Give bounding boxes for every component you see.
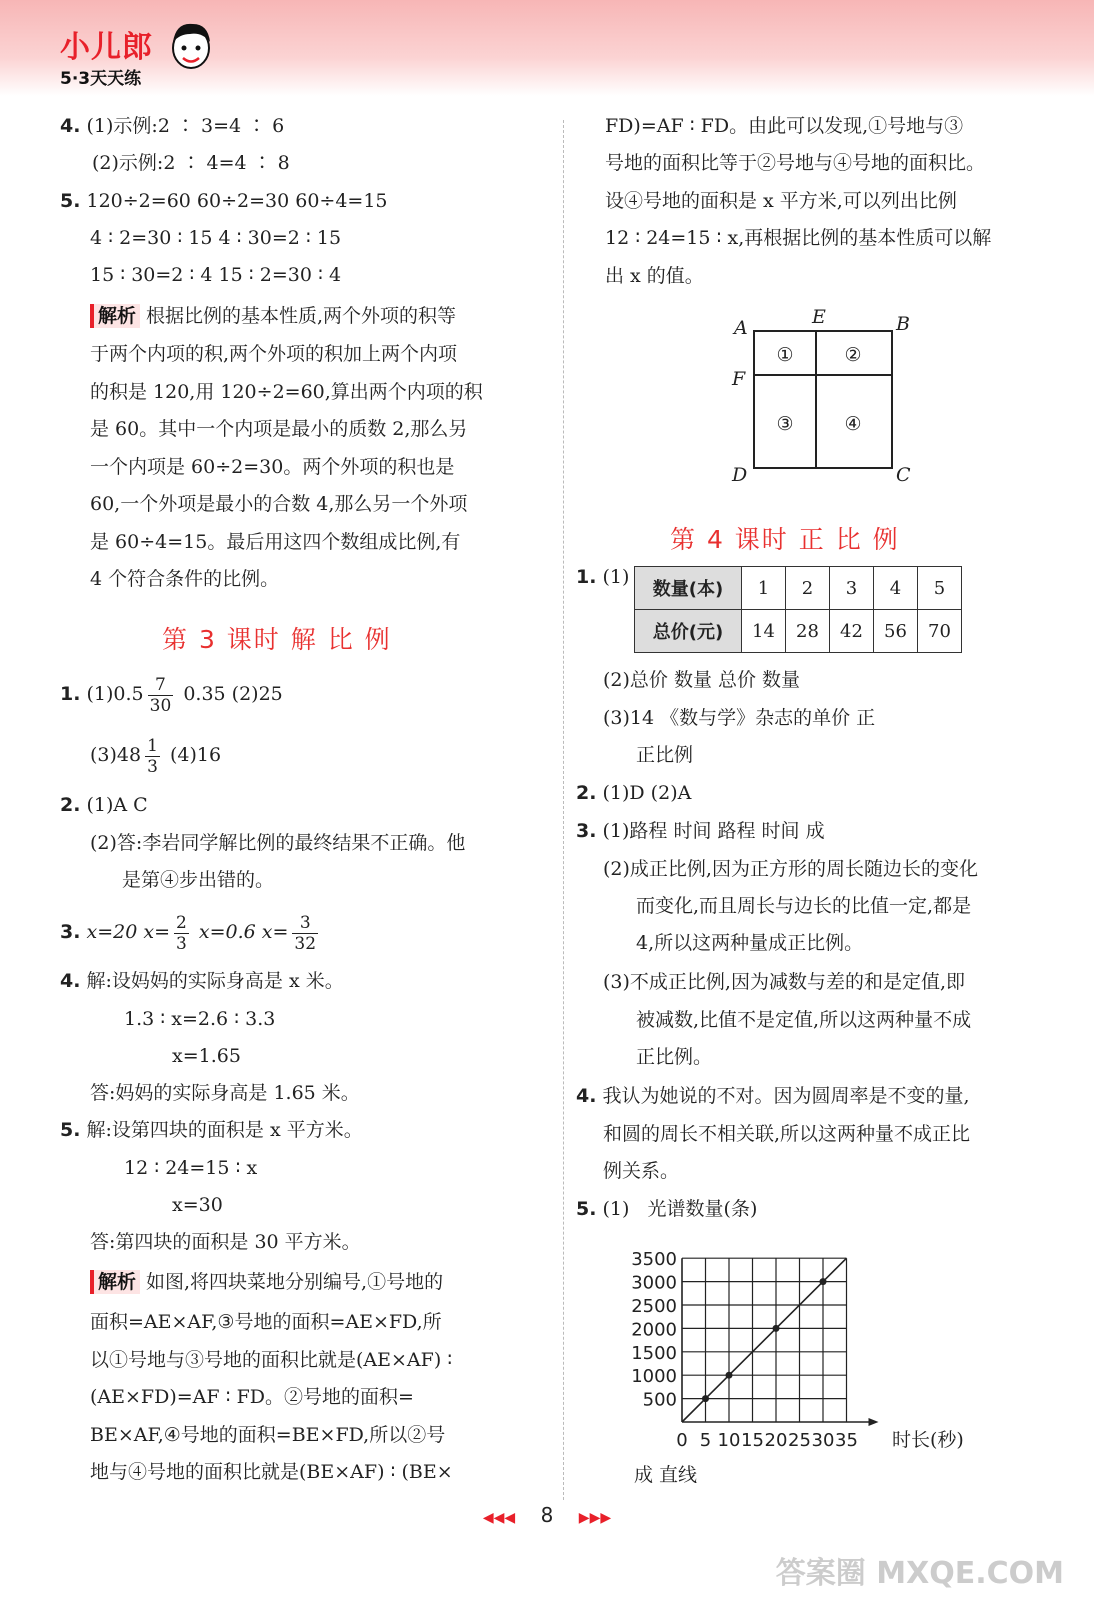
- s3q1-line1: [60, 672, 283, 716]
- diagram-outer: [754, 331, 892, 468]
- s3q1-c: (3)48: [90, 744, 142, 766]
- s3q2-line1: [60, 793, 148, 817]
- data-point: [702, 1395, 709, 1402]
- s4q5-answer: 成 直线: [634, 1464, 698, 1486]
- q5-line2: 4 ∶ 2=30 ∶ 15 4 ∶ 30=2 ∶ 15: [90, 227, 342, 249]
- q4-line2: (2)示例:2 ∶ 4=4 ∶ 8: [92, 152, 290, 174]
- analysis1-line6: 是 60÷4=15。最后用这四个数组成比例,有: [90, 531, 461, 553]
- chart-y-title: 光谱数量(条): [647, 1198, 758, 1220]
- analysis-tag: 解析: [90, 1270, 140, 1294]
- s3q3-line: [60, 910, 322, 954]
- data-point: [726, 1372, 733, 1379]
- s4q1-sub: (1): [602, 566, 630, 588]
- y-tick-label: 3500: [631, 1249, 677, 1271]
- data-point: [820, 1278, 827, 1285]
- price-table: [634, 566, 962, 653]
- table-cell: 4: [874, 567, 918, 610]
- label-D: D: [732, 464, 748, 486]
- section3-title: 第 3 课时 解 比 例: [162, 625, 392, 654]
- s3q1-b: 0.35 (2)25: [183, 683, 283, 705]
- s4q3-line1: [576, 819, 825, 843]
- s4q1-label: [576, 565, 629, 589]
- s3q2-text1: (1)A C: [86, 794, 148, 816]
- table-cell: 70: [918, 610, 962, 653]
- left-arrows-icon: ◀◀◀: [482, 1510, 516, 1526]
- s3q5-line3: x=30: [172, 1194, 223, 1216]
- table-cell: 56: [874, 610, 918, 653]
- chart-yticks: [631, 1249, 677, 1410]
- analysis2-line5: 地与④号地的面积比就是(BE×AF) ∶ (BE×: [90, 1461, 453, 1483]
- s3q1-number: 1.: [60, 683, 81, 705]
- x-axis-arrow-icon: [869, 1418, 879, 1426]
- x-tick-label: 25: [788, 1430, 811, 1451]
- cell-2: ②: [844, 344, 862, 366]
- frac-den: 32: [294, 933, 317, 954]
- fraction: [174, 913, 189, 954]
- x-tick-label: 20: [764, 1430, 788, 1451]
- s4q1-number: 1.: [576, 566, 597, 588]
- table-cell: 28: [786, 610, 830, 653]
- fraction: [148, 675, 174, 716]
- s3q4-line4: 答:妈妈的实际身高是 1.65 米。: [90, 1082, 360, 1104]
- frac-num: 1: [147, 735, 158, 756]
- analysis1-line7: 4 个符合条件的比例。: [90, 568, 280, 590]
- cell-3: ③: [776, 413, 794, 435]
- chart-xticks: [676, 1430, 858, 1451]
- table-cell: 42: [830, 610, 874, 653]
- s4q5-number: 5.: [576, 1198, 597, 1220]
- s3q3-number: 3.: [60, 921, 81, 943]
- q4-number: 4.: [60, 115, 81, 137]
- s3q2-number: 2.: [60, 794, 81, 816]
- s4q4-line3: 例关系。: [603, 1160, 680, 1182]
- s3q1-d: (4)16: [169, 744, 222, 766]
- s4q3-line4: 4,所以这两种量成正比例。: [636, 932, 864, 954]
- table-cell: 1: [742, 567, 786, 610]
- frac-den: 30: [149, 695, 172, 716]
- cont-line0: FD)=AF ∶ FD。由此可以发现,①号地与③: [605, 115, 964, 137]
- s3q5-number: 5.: [60, 1119, 81, 1141]
- page-number: 8: [540, 1503, 554, 1527]
- analysis2-line0: [90, 1270, 443, 1294]
- table-cell: 3: [830, 567, 874, 610]
- table-cell: 5: [918, 567, 962, 610]
- s3q3-a: x=20 x=: [86, 921, 170, 943]
- s3q1-line2: [90, 733, 221, 777]
- s3q4-line3: x=1.65: [172, 1045, 241, 1067]
- q5-number: 5.: [60, 190, 81, 212]
- s3q3-b: x=0.6 x=: [198, 921, 289, 943]
- x-tick-label: 10: [717, 1430, 741, 1451]
- analysis1-line3: 是 60。其中一个内项是最小的质数 2,那么另: [90, 418, 468, 440]
- s4q2-number: 2.: [576, 782, 597, 804]
- s4q5-line1: [576, 1197, 757, 1221]
- y-tick-label: 1000: [631, 1366, 677, 1388]
- q5-text1: 120÷2=60 60÷2=30 60÷4=15: [86, 190, 388, 212]
- s3q4-line2: 1.3 ∶ x=2.6 ∶ 3.3: [124, 1008, 276, 1030]
- chart-x-title: 时长(秒): [892, 1429, 964, 1451]
- analysis2-text0: 如图,将四块菜地分别编号,①号地的: [146, 1271, 444, 1293]
- s4q3-line5: (3)不成正比例,因为减数与差的和是定值,即: [603, 971, 965, 993]
- analysis1-line2: 的积是 120,用 120÷2=60,算出两个内项的积: [90, 381, 483, 403]
- page-header: [0, 0, 1094, 96]
- table-cell: 2: [786, 567, 830, 610]
- y-tick-label: 2000: [631, 1319, 677, 1341]
- analysis2-line3: (AE×FD)=AF ∶ FD。②号地的面积=: [90, 1386, 414, 1408]
- analysis1-line5: 60,一个外项是最小的合数 4,那么另一个外项: [90, 493, 468, 515]
- footer: [0, 1503, 1094, 1527]
- s4q3-text1: (1)路程 时间 路程 时间 成: [602, 820, 825, 842]
- s3q5-line4: 答:第四块的面积是 30 平方米。: [90, 1231, 361, 1253]
- brand-name: 小儿郎: [60, 30, 153, 65]
- table-row: [635, 610, 962, 653]
- s4q3-line6: 被减数,比值不是定值,所以这两种量不成: [636, 1009, 972, 1031]
- s4q4-text1: 我认为她说的不对。因为圆周率是不变的量,: [602, 1085, 970, 1107]
- s3q2-line2: (2)答:李岩同学解比例的最终结果不正确。他: [90, 832, 466, 854]
- y-tick-label: 1500: [631, 1342, 677, 1364]
- s3q4-number: 4.: [60, 970, 81, 992]
- s4q2-line: [576, 781, 691, 805]
- right-arrows-icon: ▶▶▶: [578, 1510, 612, 1526]
- analysis2-line1: 面积=AE×AF,③号地的面积=AE×FD,所: [90, 1311, 442, 1333]
- frac-den: 3: [176, 933, 187, 954]
- s3q2-line3: 是第④步出错的。: [122, 869, 275, 891]
- x-tick-label: 35: [835, 1430, 858, 1451]
- x-tick-label: 30: [811, 1430, 835, 1451]
- s3q5-line2: 12 ∶ 24=15 ∶ x: [124, 1157, 258, 1179]
- chart-axes: [682, 1258, 879, 1426]
- s3q4-line1: [60, 969, 344, 993]
- column-divider: [563, 120, 564, 1500]
- cont-line4: 出 x 的值。: [605, 265, 704, 287]
- watermark: 答案圈 MXQE.COM: [775, 1556, 1064, 1591]
- analysis1-line1: 于两个内项的积,两个外项的积加上两个内项: [90, 343, 458, 365]
- mascot-icon: [168, 18, 214, 76]
- q4-line1: [60, 114, 284, 138]
- frac-den: 3: [147, 756, 158, 777]
- data-point: [773, 1325, 780, 1332]
- cont-line3: 12 ∶ 24=15 ∶ x,再根据比例的基本性质可以解: [605, 227, 992, 249]
- analysis1-line0: [90, 304, 456, 328]
- label-C: C: [896, 464, 911, 486]
- analysis2-line2: 以①号地与③号地的面积比就是(AE×AF) ∶: [90, 1349, 453, 1371]
- s4q2-text1: (1)D (2)A: [602, 782, 692, 804]
- s3q1-a: (1)0.5: [86, 683, 144, 705]
- s3q5-line1: [60, 1118, 363, 1142]
- analysis2-line4: BE×AF,④号地的面积=BE×FD,所以②号: [90, 1424, 446, 1446]
- s4q3-line3: 而变化,而且周长与边长的比值一定,都是: [636, 895, 972, 917]
- table-header: 数量(本): [635, 567, 742, 610]
- s3q5-text1: 解:设第四块的面积是 x 平方米。: [86, 1119, 363, 1141]
- frac-num: 3: [292, 913, 318, 934]
- fraction: [145, 736, 160, 777]
- s4q1-line2: (2)总价 数量 总价 数量: [603, 669, 801, 691]
- analysis1-text0: 根据比例的基本性质,两个外项的积等: [146, 305, 457, 327]
- q5-line3: 15 ∶ 30=2 ∶ 4 15 ∶ 2=30 ∶ 4: [90, 264, 342, 286]
- y-tick-label: 3000: [631, 1272, 677, 1294]
- cont-line2: 设④号地的面积是 x 平方米,可以列出比例: [605, 190, 957, 212]
- cell-1: ①: [776, 344, 794, 366]
- fraction: [292, 913, 318, 954]
- section4-title: 第 4 课时 正 比 例: [670, 525, 900, 554]
- x-tick-label: 0: [676, 1430, 688, 1451]
- label-B: B: [896, 313, 910, 335]
- s4q1-line4: 正比例: [636, 744, 694, 766]
- label-F: F: [732, 368, 746, 390]
- s4q5-sub: (1): [602, 1198, 630, 1220]
- s3q4-text1: 解:设妈妈的实际身高是 x 米。: [86, 970, 344, 992]
- s4q3-number: 3.: [576, 820, 597, 842]
- s4q3-line2: (2)成正比例,因为正方形的周长随边长的变化: [603, 858, 978, 880]
- logo: [60, 22, 153, 89]
- table-header: 总价(元): [635, 610, 742, 653]
- cell-4: ④: [844, 413, 862, 435]
- chart-series: [682, 1258, 847, 1422]
- x-tick-label: 15: [741, 1430, 764, 1451]
- series-name: 5·3天天练: [60, 69, 142, 89]
- analysis1-line4: 一个内项是 60÷2=30。两个外项的积也是: [90, 456, 455, 478]
- s4q4-line2: 和圆的周长不相关联,所以这两种量不成正比: [603, 1123, 971, 1145]
- s4q3-line7: 正比例。: [636, 1046, 713, 1068]
- label-A: A: [734, 317, 748, 339]
- frac-num: 2: [176, 912, 187, 933]
- line-chart: [620, 1240, 1000, 1465]
- x-tick-label: 5: [699, 1430, 712, 1451]
- q5-line1: [60, 189, 388, 213]
- label-E: E: [812, 306, 826, 328]
- table-cell: 14: [742, 610, 786, 653]
- plot-diagram: [720, 305, 920, 490]
- s4q1-line3: (3)14 《数与学》杂志的单价 正: [603, 707, 876, 729]
- s4q4-line1: [576, 1084, 970, 1108]
- y-tick-label: 500: [642, 1389, 677, 1411]
- table-row: [635, 567, 962, 610]
- analysis-tag: 解析: [90, 304, 140, 328]
- s4q4-number: 4.: [576, 1085, 597, 1107]
- frac-num: 7: [148, 675, 174, 696]
- y-tick-label: 2500: [631, 1296, 677, 1317]
- q4-text1: (1)示例:2 ∶ 3=4 ∶ 6: [86, 115, 285, 137]
- cont-line1: 号地的面积比等于②号地与④号地的面积比。: [605, 152, 986, 174]
